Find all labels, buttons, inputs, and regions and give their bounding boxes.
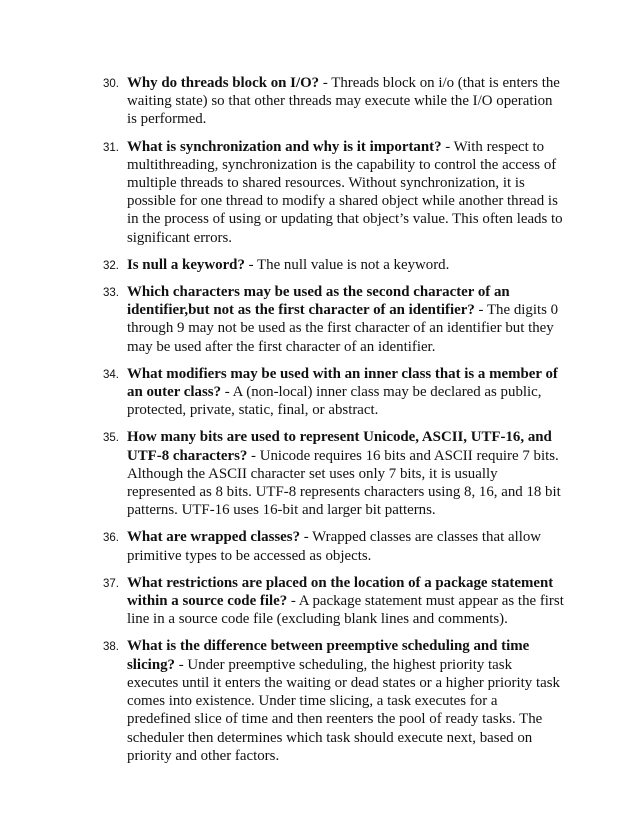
answer-text: - The null value is not a keyword.: [244, 256, 450, 273]
question-text: What is synchronization and why is it important?: [127, 138, 442, 155]
question-text: Which characters may be used as the second character of an identifier,but not as the first character of an identifier?: [127, 284, 510, 319]
item-number: 35.: [103, 432, 119, 445]
answer-text: - The digits 0 through 9 may not be used as the first character of an identifier but they may be used after the first character of an identifier.: [127, 302, 559, 355]
question-text: What are wrapped classes?: [127, 529, 301, 546]
answer-text: - Threads block on i/o (that is enters the waiting state) so that other threads may execute while the I/O operation is performed.: [127, 75, 560, 128]
qa-item-35: [0, 428, 638, 519]
answer-text: - Wrapped classes are classes that allow primitive types to be accessed as objects.: [127, 529, 542, 564]
item-number: 37.: [103, 577, 119, 590]
answer-text: - A package statement must appear as the first line in a source code file (excluding blank lines and comments).: [127, 593, 564, 628]
item-number: 33.: [103, 287, 119, 300]
question-text: How many bits are used to represent Unicode, ASCII, UTF-16, and UTF-8 characters?: [127, 429, 552, 464]
qa-item-37: [0, 574, 638, 629]
qa-item-31: [0, 138, 638, 247]
question-text: Is null a keyword?: [127, 256, 245, 273]
item-number: 38.: [103, 641, 119, 654]
question-text: What is the difference between preemptive scheduling and time slicing?: [127, 638, 530, 673]
question-text: What modifiers may be used with an inner class that is a member of an outer class?: [127, 365, 558, 401]
item-number: 34.: [103, 368, 119, 381]
answer-text: - A (non-local) inner class may be declared as public, protected, private, static, final, or abstract.: [127, 384, 542, 419]
answer-text: - Unicode requires 16 bits and ASCII require 7 bits. Although the ASCII character set uses only 7 bits, it is usually represented as 8 bits. UTF-8 represents characters using 8, 16, and 18 bit patterns. UTF-16 uses 16-bit and larger bit patterns.: [127, 447, 561, 519]
question-text: What restrictions are placed on the location of a package statement within a source code file?: [127, 574, 554, 610]
item-number: 36.: [103, 532, 119, 545]
qa-item-32: [0, 256, 638, 274]
qa-item-36: [0, 528, 638, 564]
item-number: 31.: [103, 141, 119, 154]
question-text: Why do threads block on I/O?: [127, 75, 320, 91]
item-number: 30.: [103, 78, 119, 90]
answer-text: - Under preemptive scheduling, the highest priority task executes until it enters the waiting or dead states or a higher priority task comes into existence. Under time slicing, a task executes for a predefined slice of time and then reenters the pool of ready tasks. The scheduler then determines which task should execute next, based on priority and other factors.: [127, 656, 560, 764]
qa-item-30: [0, 74, 638, 129]
qa-item-33: [0, 283, 638, 356]
item-number: 32.: [103, 259, 119, 272]
qa-list: [0, 74, 638, 774]
qa-item-38: [0, 637, 638, 764]
answer-text: - With respect to multithreading, synchronization is the capability to control the access of multiple threads to shared resources. Without synchronization, it is possible for one thread to modify a shared object while another thread is in the process of using or updating that object’s value. This often leads to significant errors.: [127, 138, 563, 246]
qa-item-34: [0, 365, 638, 420]
